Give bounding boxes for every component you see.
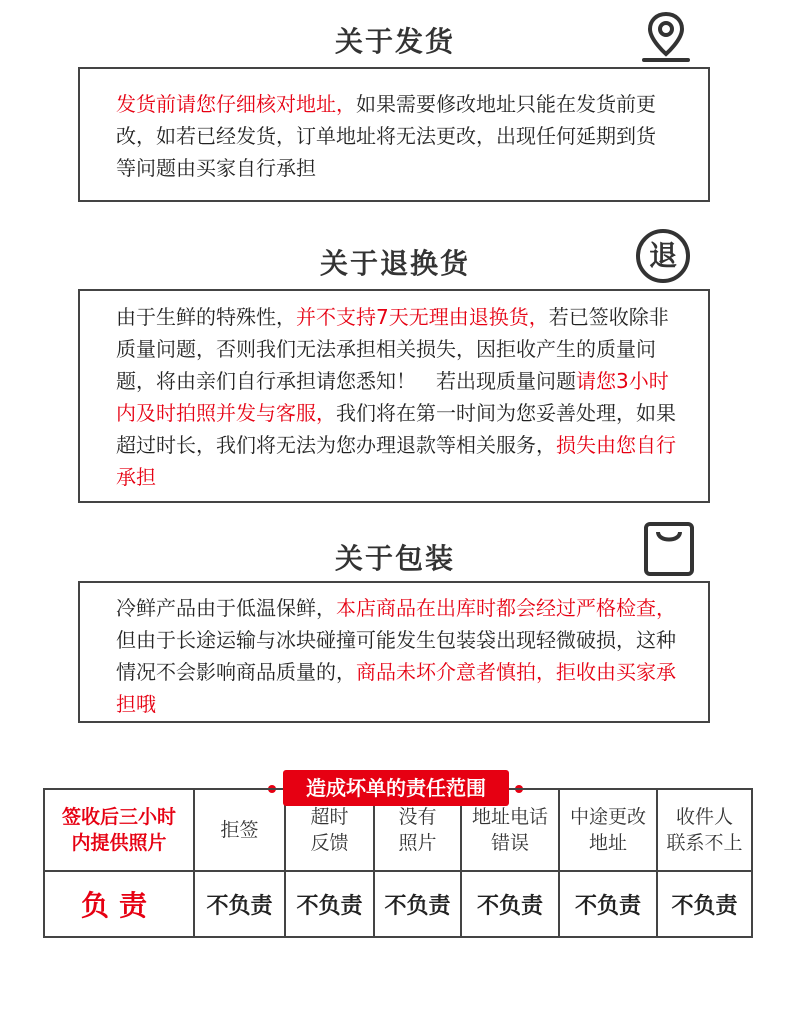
header-line: 收件人: [675, 806, 733, 828]
value-cell: 负责: [44, 871, 194, 937]
packaging-seg3: 但由于长途运输与冰块碰撞可能发生包装袋出现轻微破损，这种情况不会影响商品质量的，: [116, 628, 676, 684]
value-cell: 不负责: [657, 871, 752, 937]
returns-seg1: 由于生鲜的特殊性，: [116, 305, 296, 329]
header-line: 联系不上: [666, 832, 743, 854]
shipping-text-rest: 如果需要修改地址只能在发货前更改，如若已经发货，订单地址将无法更改，出现任何延期到货等问题由买家自行承担: [116, 92, 656, 180]
header-cell: [559, 789, 657, 871]
header-line: 签收后三小时: [61, 806, 176, 828]
shopping-bag-icon: [642, 520, 696, 578]
header-line: 照片: [398, 832, 437, 854]
table-value-row: [44, 871, 752, 937]
responsibility-table: [43, 788, 753, 938]
header-line: 内提供照片: [71, 832, 167, 854]
value-cell: 不负责: [194, 871, 285, 937]
returns-seg3: 若已签收除非质量问题，否则我们无法承担相关损失，因拒收产生的质量问题，将由亲们自行承担请您悉知！ 若出现质量问题: [116, 305, 669, 393]
value-cell: 不负责: [374, 871, 461, 937]
header-line: 拒签: [220, 819, 259, 841]
header-cell: [657, 789, 752, 871]
header-line: 反馈: [310, 832, 349, 854]
header-cell: [194, 789, 285, 871]
shipping-text: [116, 88, 672, 184]
returns-title: 关于退换货: [319, 247, 470, 280]
packaging-text: [116, 592, 684, 720]
returns-seg6-red: 损失由您自行承担: [116, 433, 676, 489]
shipping-text-red: 发货前请您仔细核对地址，: [116, 92, 356, 116]
header-line: 地址: [588, 832, 627, 854]
location-pin-icon: [638, 10, 694, 64]
returns-box: [78, 289, 710, 503]
returns-text: [116, 301, 684, 493]
header-line: 错误: [490, 832, 529, 854]
responsibility-banner: 造成坏单的责任范围: [283, 770, 509, 806]
returns-seg5: 我们将在第一时间为您妥善处理，如果超过时长，我们将无法为您办理退款等相关服务，: [116, 401, 676, 457]
shipping-box: [78, 67, 710, 202]
header-line: 中途更改: [569, 806, 646, 828]
return-icon: 退: [636, 229, 690, 283]
shipping-title: 关于发货: [334, 25, 455, 58]
packaging-seg4-red: 商品未坏介意者慎拍，拒收由买家承担哦: [116, 660, 676, 716]
header-line: 没有: [398, 806, 437, 828]
packaging-seg2-red: 本店商品在出库时都会经过严格检查，: [336, 596, 676, 620]
returns-seg2-red: 并不支持7天无理由退换货，: [296, 305, 549, 329]
header-cell: [44, 789, 194, 871]
header-line: 超时: [310, 806, 349, 828]
value-cell: 不负责: [559, 871, 657, 937]
packaging-title: 关于包装: [334, 542, 455, 575]
returns-seg4-red: 请您3小时内及时拍照并发与客服，: [116, 369, 669, 425]
packaging-seg1: 冷鲜产品由于低温保鲜，: [116, 596, 336, 620]
value-cell: 不负责: [285, 871, 374, 937]
value-cell: 不负责: [461, 871, 559, 937]
packaging-box: [78, 581, 710, 723]
header-line: 地址电话: [471, 806, 548, 828]
